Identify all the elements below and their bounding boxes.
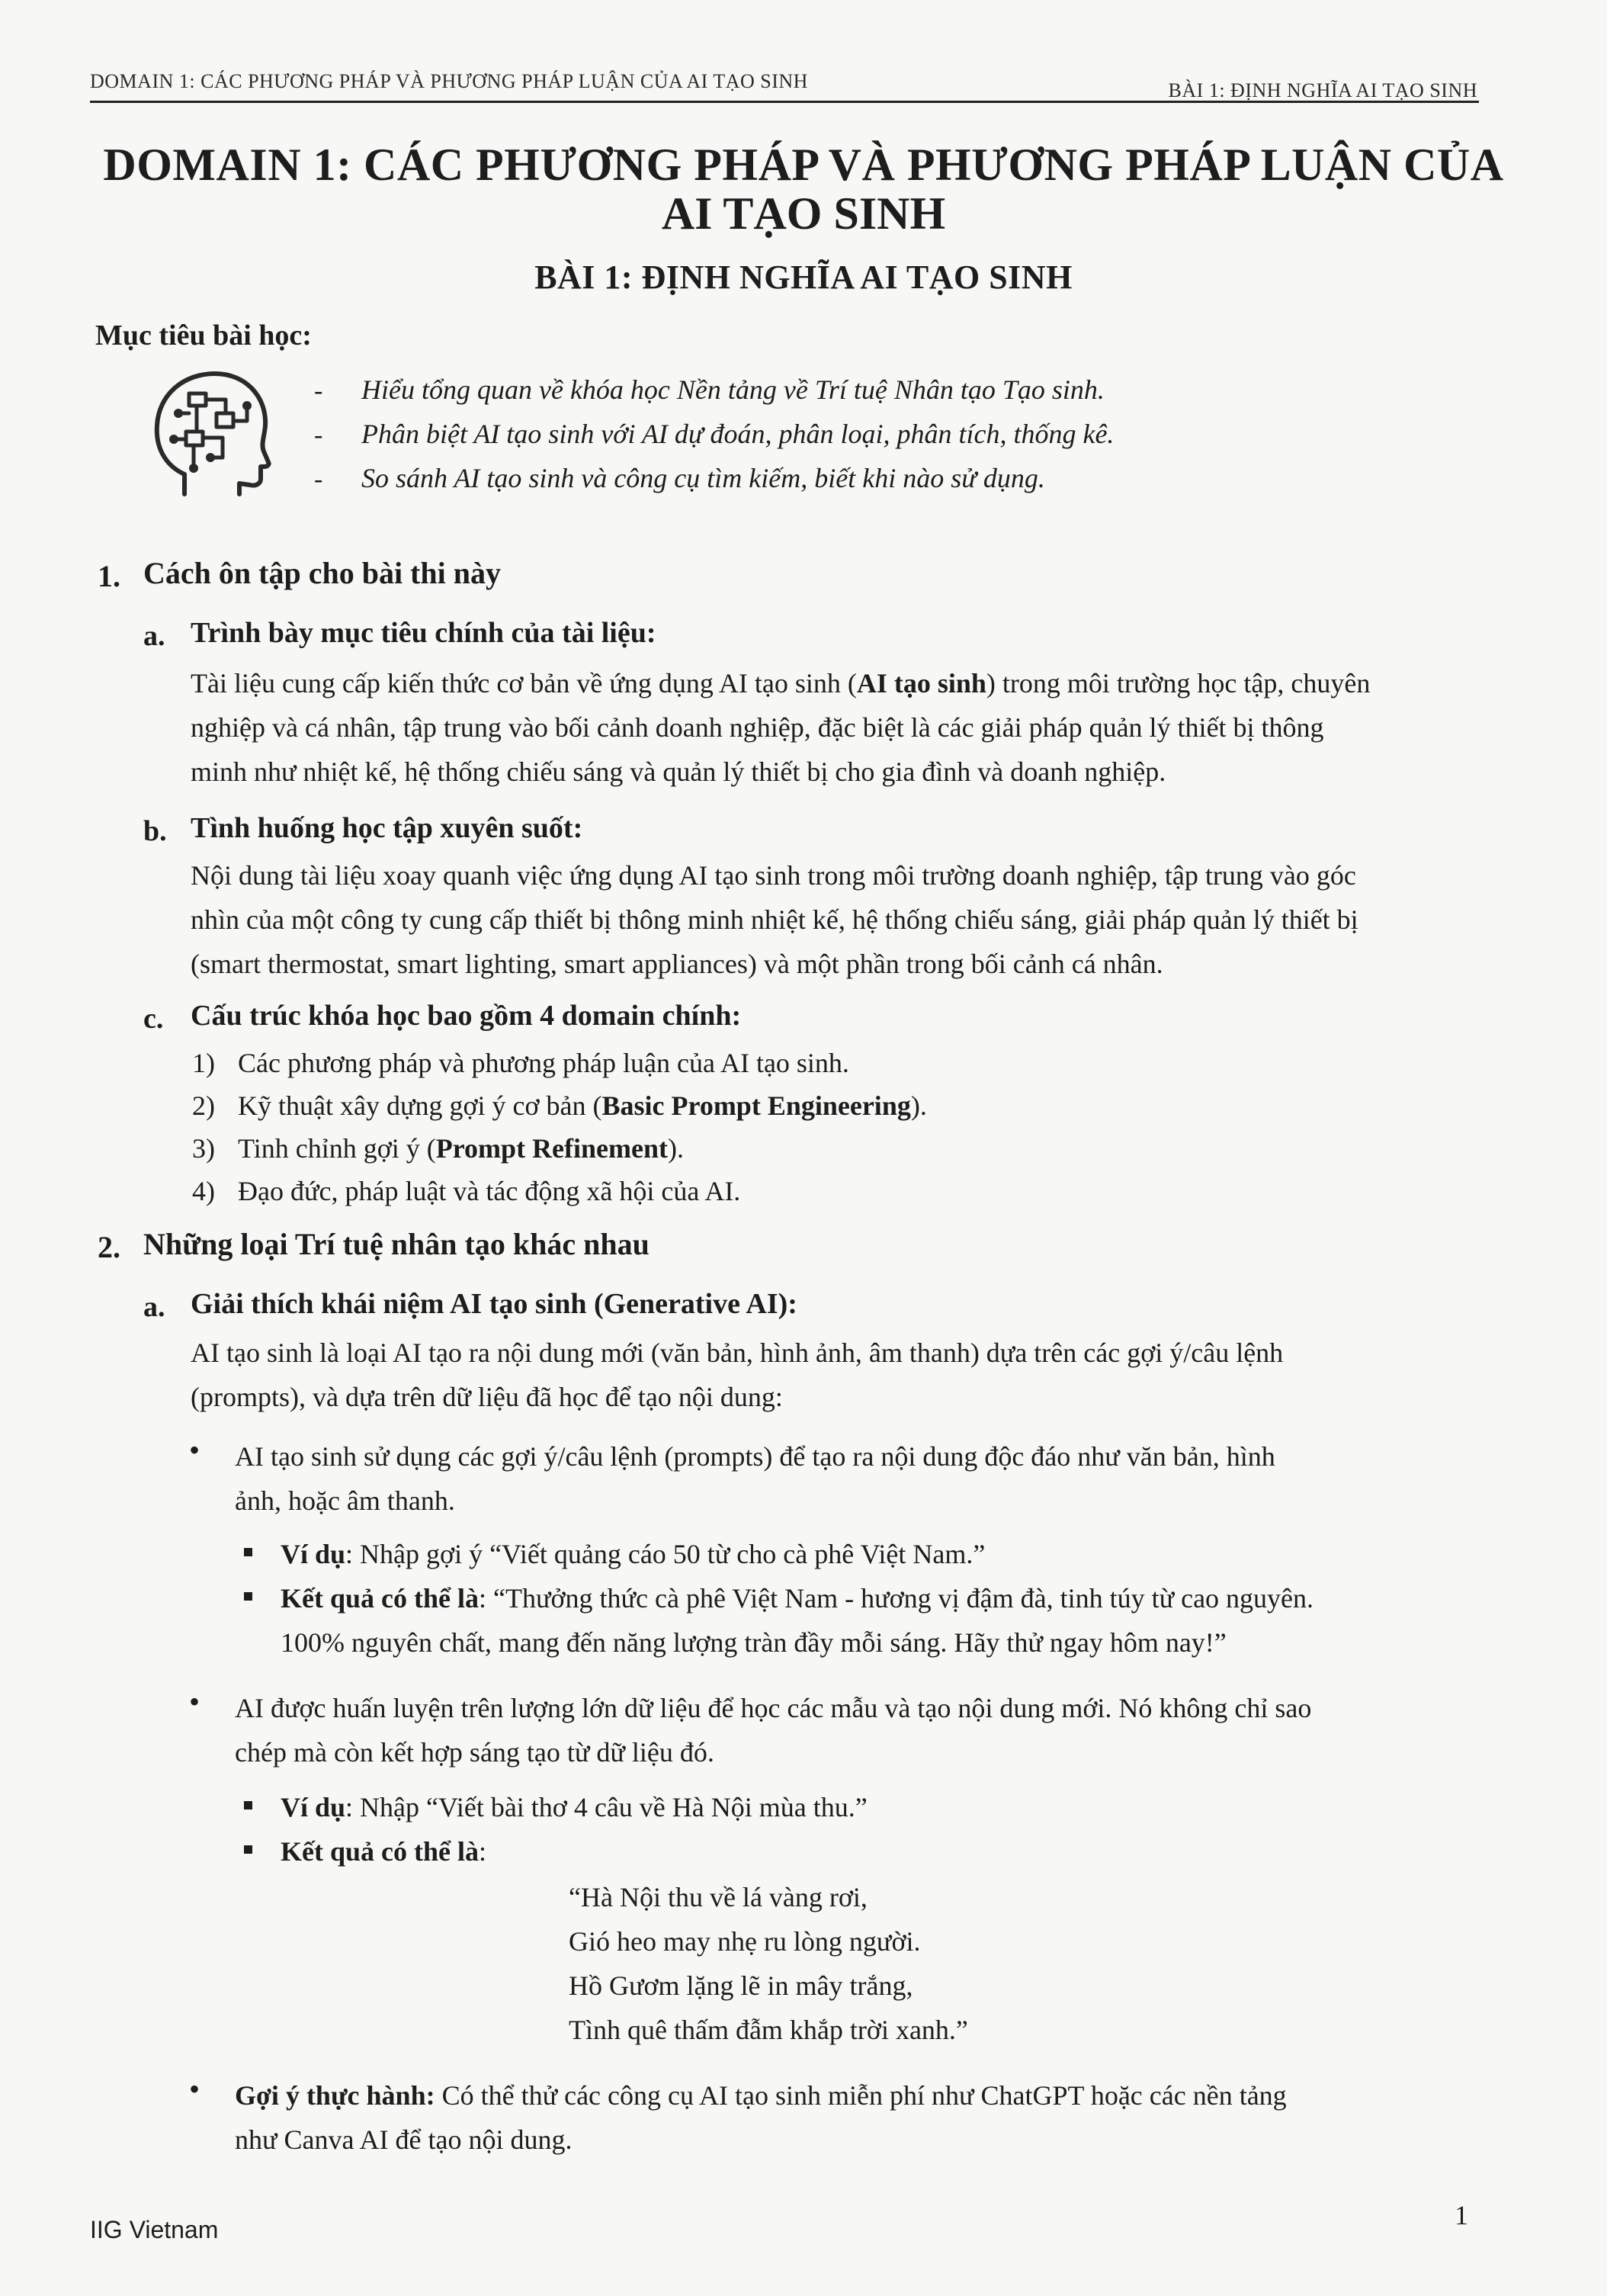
poem-line: Tình quê thấm đẫm khắp trời xanh.” bbox=[569, 2015, 968, 2045]
result-line: 100% nguyên chất, mang đến năng lượng tràn đầy mỗi sáng. Hãy thử ngay hôm nay!” bbox=[281, 1627, 1227, 1658]
paragraph-line: (prompts), và dựa trên dữ liệu đã học để tạo nội dung: bbox=[191, 1382, 783, 1412]
subsection-label: a. bbox=[143, 1291, 165, 1323]
subsection-label: c. bbox=[143, 1003, 164, 1035]
poem-line: “Hà Nội thu về lá vàng rơi, bbox=[569, 1882, 868, 1912]
square-bullet bbox=[244, 1845, 252, 1854]
bullet-text: chép mà còn kết hợp sáng tạo từ dữ liệu đó. bbox=[235, 1737, 714, 1768]
objective-dash: - bbox=[314, 465, 323, 493]
square-bullet bbox=[244, 1548, 252, 1556]
bullet-text: Gợi ý thực hành: Có thể thử các công cụ AI tạo sinh miễn phí như ChatGPT hoặc các nền tảng bbox=[235, 2080, 1287, 2111]
bullet-dot: • bbox=[189, 1684, 200, 1719]
subsection-title: Tình huống học tập xuyên suốt: bbox=[191, 812, 583, 844]
poem-line: Hồ Gươm lặng lẽ in mây trắng, bbox=[569, 1970, 913, 2001]
objective-dash: - bbox=[314, 421, 323, 449]
result-line: Kết quả có thể là: “Thưởng thức cà phê Việt Nam - hương vị đậm đà, tinh túy từ cao nguyên. bbox=[281, 1583, 1314, 1614]
bullet-text: như Canva AI để tạo nội dung. bbox=[235, 2124, 573, 2155]
paragraph-line: nhìn của một công ty cung cấp thiết bị thông minh nhiệt kế, hệ thống chiếu sáng, giải pháp quản lý thiết bị bbox=[191, 904, 1358, 935]
list-number: 2) bbox=[192, 1090, 215, 1121]
objective-item: Phân biệt AI tạo sinh với AI dự đoán, phân loại, phân tích, thống kê. bbox=[361, 419, 1115, 449]
footer-publisher: IIG Vietnam bbox=[90, 2216, 219, 2243]
objective-item: So sánh AI tạo sinh và công cụ tìm kiếm, biết khi nào sử dụng. bbox=[361, 463, 1045, 493]
square-bullet bbox=[244, 1592, 252, 1601]
objective-item: Hiểu tổng quan về khóa học Nền tảng về Trí tuệ Nhân tạo Tạo sinh. bbox=[361, 374, 1105, 405]
paragraph-line: AI tạo sinh là loại AI tạo ra nội dung mới (văn bản, hình ảnh, âm thanh) dựa trên các gợi ý/câu lệnh bbox=[191, 1337, 1284, 1368]
header-rule bbox=[90, 101, 1479, 103]
objective-dash: - bbox=[314, 377, 323, 405]
subsection-title: Giải thích khái niệm AI tạo sinh (Generative AI): bbox=[191, 1288, 797, 1320]
bullet-text: ảnh, hoặc âm thanh. bbox=[235, 1485, 455, 1516]
objectives-heading: Mục tiêu bài học: bbox=[95, 320, 312, 352]
brain-circuit-icon bbox=[149, 368, 271, 503]
paragraph-line: (smart thermostat, smart lighting, smart appliances) và một phần trong bối cảnh cá nhân. bbox=[191, 949, 1163, 979]
page-title-line2: AI TẠO SINH bbox=[661, 188, 946, 239]
subsection-label: b. bbox=[143, 815, 167, 847]
list-item: Đạo đức, pháp luật và tác động xã hội của AI. bbox=[238, 1176, 741, 1206]
bullet-dot: • bbox=[189, 2072, 200, 2106]
example-line: Ví dụ: Nhập gợi ý “Viết quảng cáo 50 từ cho cà phê Việt Nam.” bbox=[281, 1539, 986, 1569]
example-line: Ví dụ: Nhập “Viết bài thơ 4 câu về Hà Nội mùa thu.” bbox=[281, 1792, 868, 1822]
section-title: Những loại Trí tuệ nhân tạo khác nhau bbox=[143, 1227, 650, 1261]
section-title: Cách ôn tập cho bài thi này bbox=[143, 556, 501, 590]
square-bullet bbox=[244, 1801, 252, 1810]
paragraph-line: nghiệp và cá nhân, tập trung vào bối cảnh doanh nghiệp, đặc biệt là các giải pháp quản lý thiết bị thông bbox=[191, 712, 1324, 743]
subsection-title: Trình bày mục tiêu chính của tài liệu: bbox=[191, 617, 656, 649]
result-line: Kết quả có thể là: bbox=[281, 1836, 486, 1867]
running-header-right: BÀI 1: ĐỊNH NGHĨA AI TẠO SINH bbox=[1168, 79, 1477, 101]
page-title-line1: DOMAIN 1: CÁC PHƯƠNG PHÁP VÀ PHƯƠNG PHÁP LUẬN CỦA bbox=[103, 140, 1504, 190]
page-number: 1 bbox=[1455, 2200, 1468, 2230]
paragraph-line: minh như nhiệt kế, hệ thống chiếu sáng và quản lý thiết bị cho gia đình và doanh nghiệp. bbox=[191, 756, 1166, 787]
bullet-text: AI tạo sinh sử dụng các gợi ý/câu lệnh (prompts) để tạo ra nội dung độc đáo như văn bản, hình bbox=[235, 1441, 1275, 1472]
paragraph-line: Nội dung tài liệu xoay quanh việc ứng dụng AI tạo sinh trong môi trường doanh nghiệp, tập trung vào góc bbox=[191, 860, 1356, 891]
paragraph-line: Tài liệu cung cấp kiến thức cơ bản về ứng dụng AI tạo sinh (AI tạo sinh) trong môi trường học tập, chuyên bbox=[191, 668, 1371, 698]
list-item: Tinh chỉnh gợi ý (Prompt Refinement). bbox=[238, 1133, 684, 1164]
subsection-label: a. bbox=[143, 620, 165, 652]
section-number: 1. bbox=[98, 559, 120, 593]
list-number: 4) bbox=[192, 1176, 215, 1206]
list-item: Kỹ thuật xây dựng gợi ý cơ bản (Basic Prompt Engineering). bbox=[238, 1090, 927, 1121]
list-number: 1) bbox=[192, 1048, 215, 1078]
list-number: 3) bbox=[192, 1133, 215, 1164]
lesson-title: BÀI 1: ĐỊNH NGHĨA AI TẠO SINH bbox=[534, 259, 1073, 296]
list-item: Các phương pháp và phương pháp luận của AI tạo sinh. bbox=[238, 1048, 849, 1078]
running-header-left: DOMAIN 1: CÁC PHƯƠNG PHÁP VÀ PHƯƠNG PHÁP LUẬN CỦA AI TẠO SINH bbox=[90, 70, 808, 92]
section-number: 2. bbox=[98, 1230, 120, 1264]
bullet-dot: • bbox=[189, 1433, 200, 1467]
subsection-title: Cấu trúc khóa học bao gồm 4 domain chính: bbox=[191, 1000, 742, 1032]
bullet-text: AI được huấn luyện trên lượng lớn dữ liệu để học các mẫu và tạo nội dung mới. Nó không chỉ sao bbox=[235, 1693, 1312, 1723]
poem-line: Gió heo may nhẹ ru lòng người. bbox=[569, 1926, 921, 1957]
